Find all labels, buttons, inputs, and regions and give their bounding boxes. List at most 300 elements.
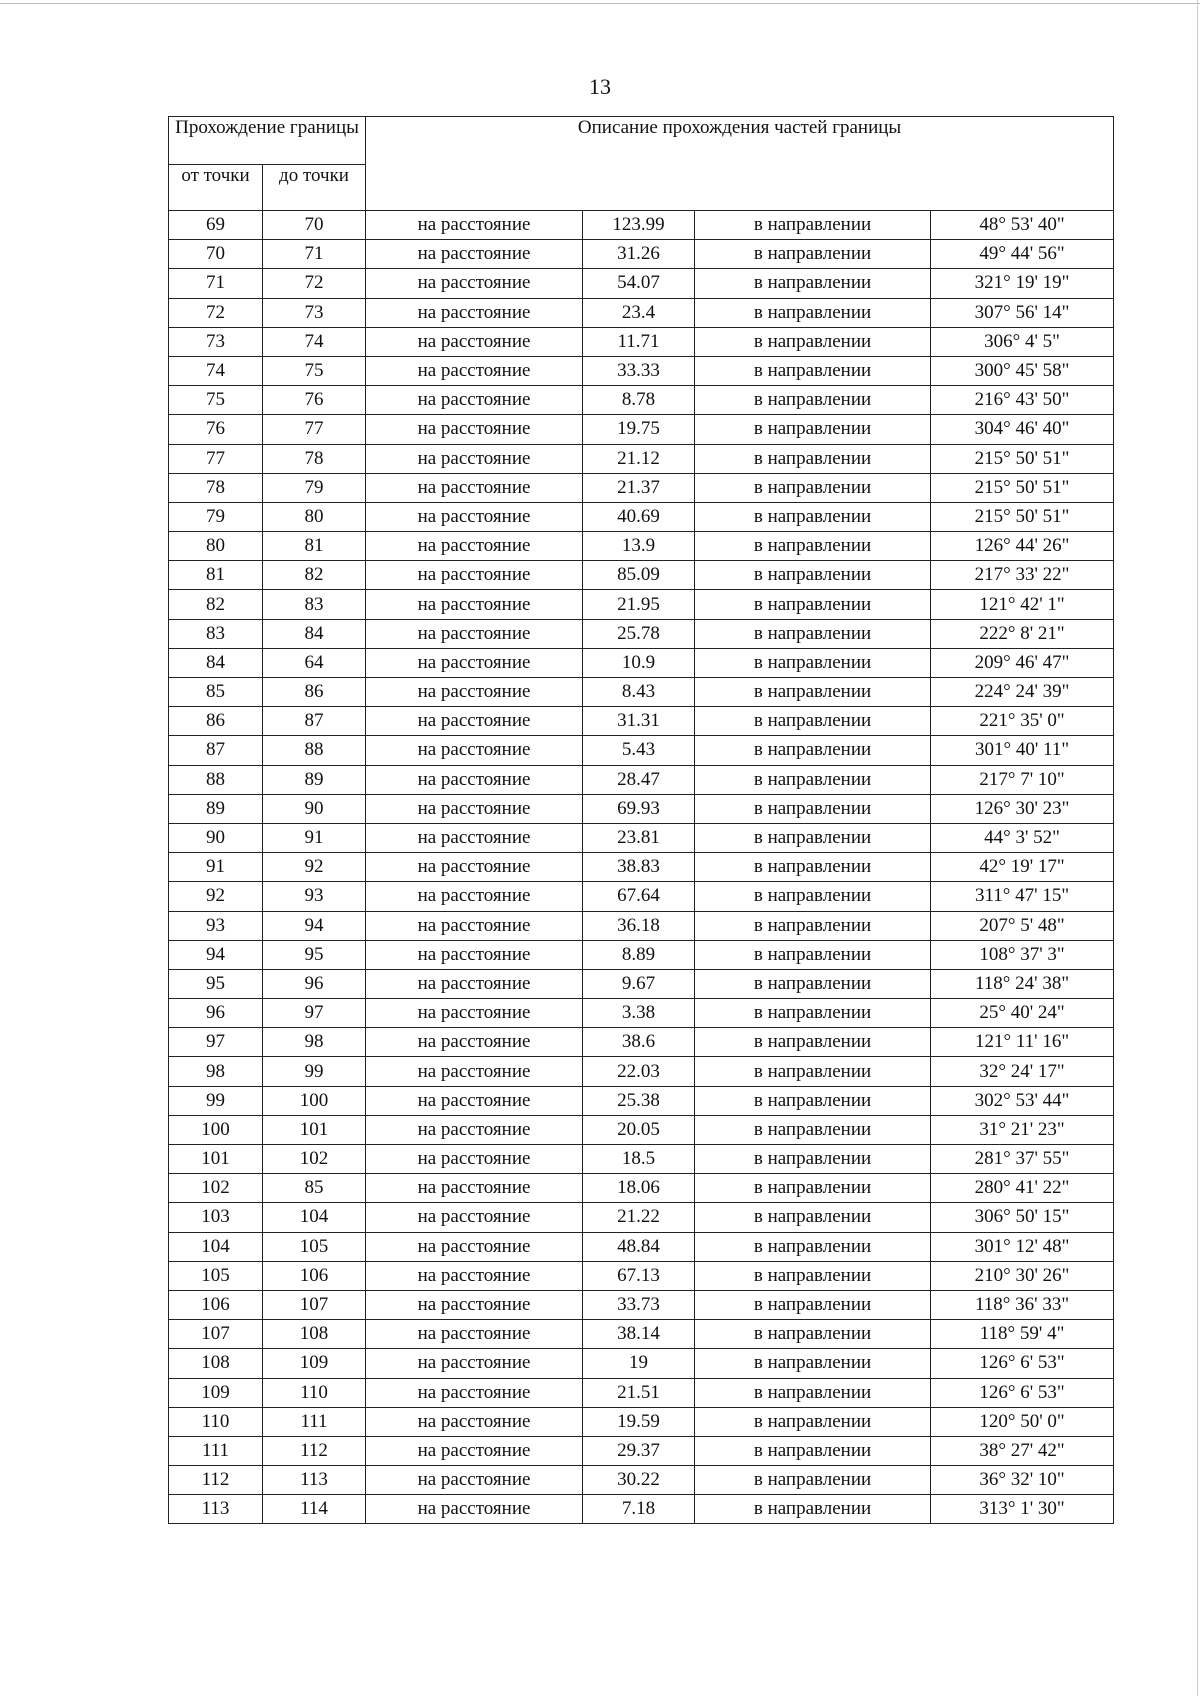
table-row: [169, 1028, 1114, 1057]
cell-distance-value: 8.78: [583, 386, 695, 415]
cell-bearing-value: 31° 21' 23": [931, 1115, 1114, 1144]
cell-direction-label: в направлении: [695, 590, 931, 619]
cell-distance-value: 21.95: [583, 590, 695, 619]
cell-to-point: 81: [263, 532, 366, 561]
table-row: [169, 1290, 1114, 1319]
cell-to-point: 92: [263, 853, 366, 882]
cell-bearing-value: 302° 53' 44": [931, 1086, 1114, 1115]
table-body: [169, 211, 1114, 1524]
cell-to-point: 64: [263, 648, 366, 677]
cell-distance-value: 31.31: [583, 707, 695, 736]
cell-distance-label: на расстояние: [366, 1145, 583, 1174]
cell-direction-label: в направлении: [695, 1203, 931, 1232]
cell-to-point: 88: [263, 736, 366, 765]
cell-from-point: 109: [169, 1378, 263, 1407]
cell-direction-label: в направлении: [695, 211, 931, 240]
scan-edge-top: [0, 3, 1200, 4]
cell-bearing-value: 224° 24' 39": [931, 678, 1114, 707]
cell-from-point: 75: [169, 386, 263, 415]
cell-bearing-value: 301° 12' 48": [931, 1232, 1114, 1261]
table-row: [169, 1320, 1114, 1349]
cell-distance-label: на расстояние: [366, 999, 583, 1028]
cell-distance-value: 31.26: [583, 240, 695, 269]
cell-distance-value: 25.78: [583, 619, 695, 648]
table-row: [169, 678, 1114, 707]
cell-distance-label: на расстояние: [366, 969, 583, 998]
cell-from-point: 92: [169, 882, 263, 911]
cell-distance-value: 33.33: [583, 356, 695, 385]
table-row: [169, 619, 1114, 648]
cell-to-point: 93: [263, 882, 366, 911]
table-row: [169, 240, 1114, 269]
cell-distance-label: на расстояние: [366, 1495, 583, 1524]
cell-from-point: 107: [169, 1320, 263, 1349]
cell-bearing-value: 118° 36' 33": [931, 1290, 1114, 1319]
cell-bearing-value: 126° 6' 53": [931, 1349, 1114, 1378]
cell-to-point: 80: [263, 502, 366, 531]
table-header: [169, 117, 1114, 211]
cell-distance-label: на расстояние: [366, 1320, 583, 1349]
cell-distance-value: 13.9: [583, 532, 695, 561]
cell-distance-value: 20.05: [583, 1115, 695, 1144]
cell-distance-value: 8.89: [583, 940, 695, 969]
cell-distance-label: на расстояние: [366, 1203, 583, 1232]
cell-from-point: 105: [169, 1261, 263, 1290]
cell-direction-label: в направлении: [695, 911, 931, 940]
cell-bearing-value: 108° 37' 3": [931, 940, 1114, 969]
cell-distance-value: 19: [583, 1349, 695, 1378]
table-row: [169, 940, 1114, 969]
cell-from-point: 70: [169, 240, 263, 269]
cell-distance-value: 21.22: [583, 1203, 695, 1232]
table-row: [169, 1261, 1114, 1290]
cell-distance-value: 7.18: [583, 1495, 695, 1524]
cell-to-point: 75: [263, 356, 366, 385]
cell-bearing-value: 126° 44' 26": [931, 532, 1114, 561]
cell-to-point: 94: [263, 911, 366, 940]
cell-bearing-value: 217° 33' 22": [931, 561, 1114, 590]
cell-bearing-value: 49° 44' 56": [931, 240, 1114, 269]
cell-direction-label: в направлении: [695, 269, 931, 298]
cell-bearing-value: 304° 46' 40": [931, 415, 1114, 444]
header-to-point: до точки: [263, 165, 366, 211]
cell-bearing-value: 120° 50' 0": [931, 1407, 1114, 1436]
cell-bearing-value: 306° 50' 15": [931, 1203, 1114, 1232]
cell-distance-value: 85.09: [583, 561, 695, 590]
header-description: Описание прохождения частей границы: [366, 117, 1114, 211]
cell-distance-label: на расстояние: [366, 415, 583, 444]
cell-bearing-value: 281° 37' 55": [931, 1145, 1114, 1174]
cell-to-point: 84: [263, 619, 366, 648]
cell-bearing-value: 321° 19' 19": [931, 269, 1114, 298]
cell-distance-label: на расстояние: [366, 1407, 583, 1436]
cell-direction-label: в направлении: [695, 1466, 931, 1495]
cell-to-point: 98: [263, 1028, 366, 1057]
cell-distance-value: 38.83: [583, 853, 695, 882]
cell-distance-label: на расстояние: [366, 444, 583, 473]
cell-to-point: 87: [263, 707, 366, 736]
table-row: [169, 794, 1114, 823]
cell-bearing-value: 207° 5' 48": [931, 911, 1114, 940]
table-row: [169, 1203, 1114, 1232]
cell-distance-value: 54.07: [583, 269, 695, 298]
table-row: [169, 1436, 1114, 1465]
table-row: [169, 269, 1114, 298]
cell-bearing-value: 280° 41' 22": [931, 1174, 1114, 1203]
cell-from-point: 83: [169, 619, 263, 648]
cell-distance-label: на расстояние: [366, 269, 583, 298]
cell-bearing-value: 44° 3' 52": [931, 823, 1114, 852]
cell-bearing-value: 36° 32' 10": [931, 1466, 1114, 1495]
cell-distance-label: на расстояние: [366, 240, 583, 269]
cell-distance-value: 38.14: [583, 1320, 695, 1349]
cell-from-point: 106: [169, 1290, 263, 1319]
cell-to-point: 95: [263, 940, 366, 969]
cell-from-point: 78: [169, 473, 263, 502]
cell-to-point: 105: [263, 1232, 366, 1261]
cell-distance-label: на расстояние: [366, 1466, 583, 1495]
cell-bearing-value: 126° 30' 23": [931, 794, 1114, 823]
cell-distance-value: 18.5: [583, 1145, 695, 1174]
cell-distance-value: 48.84: [583, 1232, 695, 1261]
cell-from-point: 95: [169, 969, 263, 998]
cell-bearing-value: 42° 19' 17": [931, 853, 1114, 882]
cell-bearing-value: 311° 47' 15": [931, 882, 1114, 911]
cell-from-point: 89: [169, 794, 263, 823]
cell-from-point: 84: [169, 648, 263, 677]
cell-direction-label: в направлении: [695, 1086, 931, 1115]
cell-direction-label: в направлении: [695, 1349, 931, 1378]
cell-distance-label: на расстояние: [366, 940, 583, 969]
cell-to-point: 77: [263, 415, 366, 444]
cell-direction-label: в направлении: [695, 561, 931, 590]
cell-from-point: 98: [169, 1057, 263, 1086]
cell-distance-label: на расстояние: [366, 736, 583, 765]
cell-from-point: 91: [169, 853, 263, 882]
table-row: [169, 648, 1114, 677]
cell-direction-label: в направлении: [695, 1232, 931, 1261]
table-row: [169, 765, 1114, 794]
cell-direction-label: в направлении: [695, 327, 931, 356]
cell-distance-value: 29.37: [583, 1436, 695, 1465]
cell-from-point: 93: [169, 911, 263, 940]
table-row: [169, 999, 1114, 1028]
table-row: [169, 502, 1114, 531]
cell-to-point: 104: [263, 1203, 366, 1232]
cell-distance-label: на расстояние: [366, 1290, 583, 1319]
cell-distance-value: 40.69: [583, 502, 695, 531]
cell-direction-label: в направлении: [695, 532, 931, 561]
cell-from-point: 104: [169, 1232, 263, 1261]
cell-distance-label: на расстояние: [366, 1115, 583, 1144]
cell-distance-label: на расстояние: [366, 678, 583, 707]
cell-bearing-value: 32° 24' 17": [931, 1057, 1114, 1086]
cell-bearing-value: 126° 6' 53": [931, 1378, 1114, 1407]
page-number: 13: [589, 74, 611, 99]
cell-distance-label: на расстояние: [366, 1349, 583, 1378]
table-row: [169, 211, 1114, 240]
cell-bearing-value: 221° 35' 0": [931, 707, 1114, 736]
cell-from-point: 88: [169, 765, 263, 794]
cell-distance-label: на расстояние: [366, 853, 583, 882]
cell-bearing-value: 38° 27' 42": [931, 1436, 1114, 1465]
cell-to-point: 71: [263, 240, 366, 269]
cell-direction-label: в направлении: [695, 240, 931, 269]
cell-direction-label: в направлении: [695, 794, 931, 823]
table-row: [169, 561, 1114, 590]
cell-to-point: 73: [263, 298, 366, 327]
table-row: [169, 882, 1114, 911]
cell-to-point: 90: [263, 794, 366, 823]
cell-distance-label: на расстояние: [366, 1086, 583, 1115]
cell-bearing-value: 215° 50' 51": [931, 473, 1114, 502]
cell-to-point: 110: [263, 1378, 366, 1407]
cell-to-point: 108: [263, 1320, 366, 1349]
cell-distance-value: 23.4: [583, 298, 695, 327]
cell-distance-value: 19.59: [583, 1407, 695, 1436]
cell-to-point: 83: [263, 590, 366, 619]
cell-distance-value: 21.12: [583, 444, 695, 473]
cell-distance-value: 23.81: [583, 823, 695, 852]
table-row: [169, 1466, 1114, 1495]
cell-bearing-value: 121° 11' 16": [931, 1028, 1114, 1057]
cell-to-point: 79: [263, 473, 366, 502]
cell-to-point: 91: [263, 823, 366, 852]
cell-distance-label: на расстояние: [366, 1232, 583, 1261]
cell-distance-value: 8.43: [583, 678, 695, 707]
cell-from-point: 69: [169, 211, 263, 240]
table-row: [169, 1174, 1114, 1203]
cell-direction-label: в направлении: [695, 1145, 931, 1174]
cell-to-point: 89: [263, 765, 366, 794]
cell-bearing-value: 307° 56' 14": [931, 298, 1114, 327]
table-row: [169, 1057, 1114, 1086]
cell-direction-label: в направлении: [695, 444, 931, 473]
cell-distance-value: 36.18: [583, 911, 695, 940]
cell-distance-label: на расстояние: [366, 794, 583, 823]
cell-bearing-value: 118° 59' 4": [931, 1320, 1114, 1349]
cell-direction-label: в направлении: [695, 648, 931, 677]
header-boundary-passage: Прохождение границы: [169, 117, 366, 165]
cell-direction-label: в направлении: [695, 1436, 931, 1465]
cell-direction-label: в направлении: [695, 999, 931, 1028]
cell-from-point: 113: [169, 1495, 263, 1524]
cell-distance-label: на расстояние: [366, 1057, 583, 1086]
cell-direction-label: в направлении: [695, 736, 931, 765]
cell-distance-value: 22.03: [583, 1057, 695, 1086]
cell-to-point: 82: [263, 561, 366, 590]
cell-from-point: 111: [169, 1436, 263, 1465]
cell-distance-label: на расстояние: [366, 386, 583, 415]
cell-direction-label: в направлении: [695, 502, 931, 531]
cell-bearing-value: 300° 45' 58": [931, 356, 1114, 385]
cell-direction-label: в направлении: [695, 1261, 931, 1290]
table-row: [169, 736, 1114, 765]
cell-distance-value: 9.67: [583, 969, 695, 998]
cell-from-point: 99: [169, 1086, 263, 1115]
cell-direction-label: в направлении: [695, 678, 931, 707]
cell-distance-label: на расстояние: [366, 327, 583, 356]
cell-direction-label: в направлении: [695, 765, 931, 794]
cell-bearing-value: 217° 7' 10": [931, 765, 1114, 794]
cell-bearing-value: 121° 42' 1": [931, 590, 1114, 619]
table-row: [169, 911, 1114, 940]
cell-to-point: 102: [263, 1145, 366, 1174]
cell-to-point: 97: [263, 999, 366, 1028]
cell-distance-value: 25.38: [583, 1086, 695, 1115]
table-row: [169, 356, 1114, 385]
table-row: [169, 1349, 1114, 1378]
cell-from-point: 101: [169, 1145, 263, 1174]
table-row: [169, 298, 1114, 327]
cell-direction-label: в направлении: [695, 823, 931, 852]
cell-distance-label: на расстояние: [366, 882, 583, 911]
cell-bearing-value: 222° 8' 21": [931, 619, 1114, 648]
cell-distance-value: 67.64: [583, 882, 695, 911]
table-row: [169, 1145, 1114, 1174]
cell-from-point: 72: [169, 298, 263, 327]
cell-distance-label: на расстояние: [366, 532, 583, 561]
cell-to-point: 112: [263, 1436, 366, 1465]
cell-from-point: 82: [169, 590, 263, 619]
cell-direction-label: в направлении: [695, 853, 931, 882]
cell-from-point: 94: [169, 940, 263, 969]
cell-distance-label: на расстояние: [366, 473, 583, 502]
cell-direction-label: в направлении: [695, 415, 931, 444]
cell-to-point: 85: [263, 1174, 366, 1203]
table-row: [169, 590, 1114, 619]
cell-distance-value: 19.75: [583, 415, 695, 444]
cell-to-point: 114: [263, 1495, 366, 1524]
cell-bearing-value: 306° 4' 5": [931, 327, 1114, 356]
cell-direction-label: в направлении: [695, 707, 931, 736]
cell-from-point: 73: [169, 327, 263, 356]
cell-distance-value: 18.06: [583, 1174, 695, 1203]
cell-from-point: 77: [169, 444, 263, 473]
cell-from-point: 112: [169, 1466, 263, 1495]
table-row: [169, 707, 1114, 736]
cell-distance-value: 69.93: [583, 794, 695, 823]
cell-to-point: 74: [263, 327, 366, 356]
cell-distance-value: 5.43: [583, 736, 695, 765]
cell-from-point: 71: [169, 269, 263, 298]
cell-distance-value: 28.47: [583, 765, 695, 794]
cell-distance-label: на расстояние: [366, 619, 583, 648]
cell-bearing-value: 118° 24' 38": [931, 969, 1114, 998]
cell-distance-label: на расстояние: [366, 561, 583, 590]
cell-distance-label: на расстояние: [366, 823, 583, 852]
cell-bearing-value: 210° 30' 26": [931, 1261, 1114, 1290]
cell-bearing-value: 215° 50' 51": [931, 444, 1114, 473]
cell-distance-label: на расстояние: [366, 1436, 583, 1465]
cell-from-point: 96: [169, 999, 263, 1028]
cell-distance-value: 11.71: [583, 327, 695, 356]
cell-to-point: 86: [263, 678, 366, 707]
cell-to-point: 70: [263, 211, 366, 240]
cell-from-point: 80: [169, 532, 263, 561]
cell-from-point: 103: [169, 1203, 263, 1232]
cell-distance-label: на расстояние: [366, 1378, 583, 1407]
cell-to-point: 101: [263, 1115, 366, 1144]
table-row: [169, 1115, 1114, 1144]
cell-bearing-value: 48° 53' 40": [931, 211, 1114, 240]
cell-distance-value: 123.99: [583, 211, 695, 240]
cell-direction-label: в направлении: [695, 619, 931, 648]
cell-distance-label: на расстояние: [366, 648, 583, 677]
cell-direction-label: в направлении: [695, 940, 931, 969]
cell-distance-label: на расстояние: [366, 298, 583, 327]
cell-from-point: 102: [169, 1174, 263, 1203]
cell-to-point: 111: [263, 1407, 366, 1436]
table-row: [169, 532, 1114, 561]
cell-from-point: 90: [169, 823, 263, 852]
cell-to-point: 96: [263, 969, 366, 998]
cell-from-point: 81: [169, 561, 263, 590]
table-row: [169, 415, 1114, 444]
cell-bearing-value: 216° 43' 50": [931, 386, 1114, 415]
cell-from-point: 86: [169, 707, 263, 736]
cell-from-point: 108: [169, 1349, 263, 1378]
cell-distance-value: 21.37: [583, 473, 695, 502]
cell-direction-label: в направлении: [695, 1028, 931, 1057]
cell-direction-label: в направлении: [695, 1057, 931, 1086]
cell-to-point: 107: [263, 1290, 366, 1319]
cell-direction-label: в направлении: [695, 356, 931, 385]
cell-bearing-value: 215° 50' 51": [931, 502, 1114, 531]
cell-from-point: 110: [169, 1407, 263, 1436]
table-row: [169, 1232, 1114, 1261]
cell-from-point: 100: [169, 1115, 263, 1144]
cell-direction-label: в направлении: [695, 1115, 931, 1144]
cell-distance-label: на расстояние: [366, 1028, 583, 1057]
cell-distance-value: 21.51: [583, 1378, 695, 1407]
table-row: [169, 327, 1114, 356]
cell-distance-value: 3.38: [583, 999, 695, 1028]
cell-direction-label: в направлении: [695, 1495, 931, 1524]
cell-direction-label: в направлении: [695, 1320, 931, 1349]
cell-from-point: 87: [169, 736, 263, 765]
cell-bearing-value: 301° 40' 11": [931, 736, 1114, 765]
cell-direction-label: в направлении: [695, 1290, 931, 1319]
cell-to-point: 109: [263, 1349, 366, 1378]
cell-distance-label: на расстояние: [366, 590, 583, 619]
table-row: [169, 1407, 1114, 1436]
header-from-point: от точки: [169, 165, 263, 211]
cell-from-point: 79: [169, 502, 263, 531]
cell-direction-label: в направлении: [695, 386, 931, 415]
table-row: [169, 823, 1114, 852]
cell-distance-label: на расстояние: [366, 1261, 583, 1290]
cell-direction-label: в направлении: [695, 473, 931, 502]
cell-direction-label: в направлении: [695, 298, 931, 327]
cell-direction-label: в направлении: [695, 1174, 931, 1203]
table-row: [169, 386, 1114, 415]
boundary-table: [168, 116, 1114, 1524]
cell-to-point: 100: [263, 1086, 366, 1115]
cell-to-point: 113: [263, 1466, 366, 1495]
cell-direction-label: в направлении: [695, 969, 931, 998]
cell-distance-label: на расстояние: [366, 765, 583, 794]
cell-distance-value: 30.22: [583, 1466, 695, 1495]
cell-direction-label: в направлении: [695, 882, 931, 911]
cell-from-point: 74: [169, 356, 263, 385]
cell-distance-value: 67.13: [583, 1261, 695, 1290]
cell-from-point: 85: [169, 678, 263, 707]
cell-direction-label: в направлении: [695, 1407, 931, 1436]
cell-direction-label: в направлении: [695, 1378, 931, 1407]
cell-distance-value: 38.6: [583, 1028, 695, 1057]
cell-to-point: 76: [263, 386, 366, 415]
